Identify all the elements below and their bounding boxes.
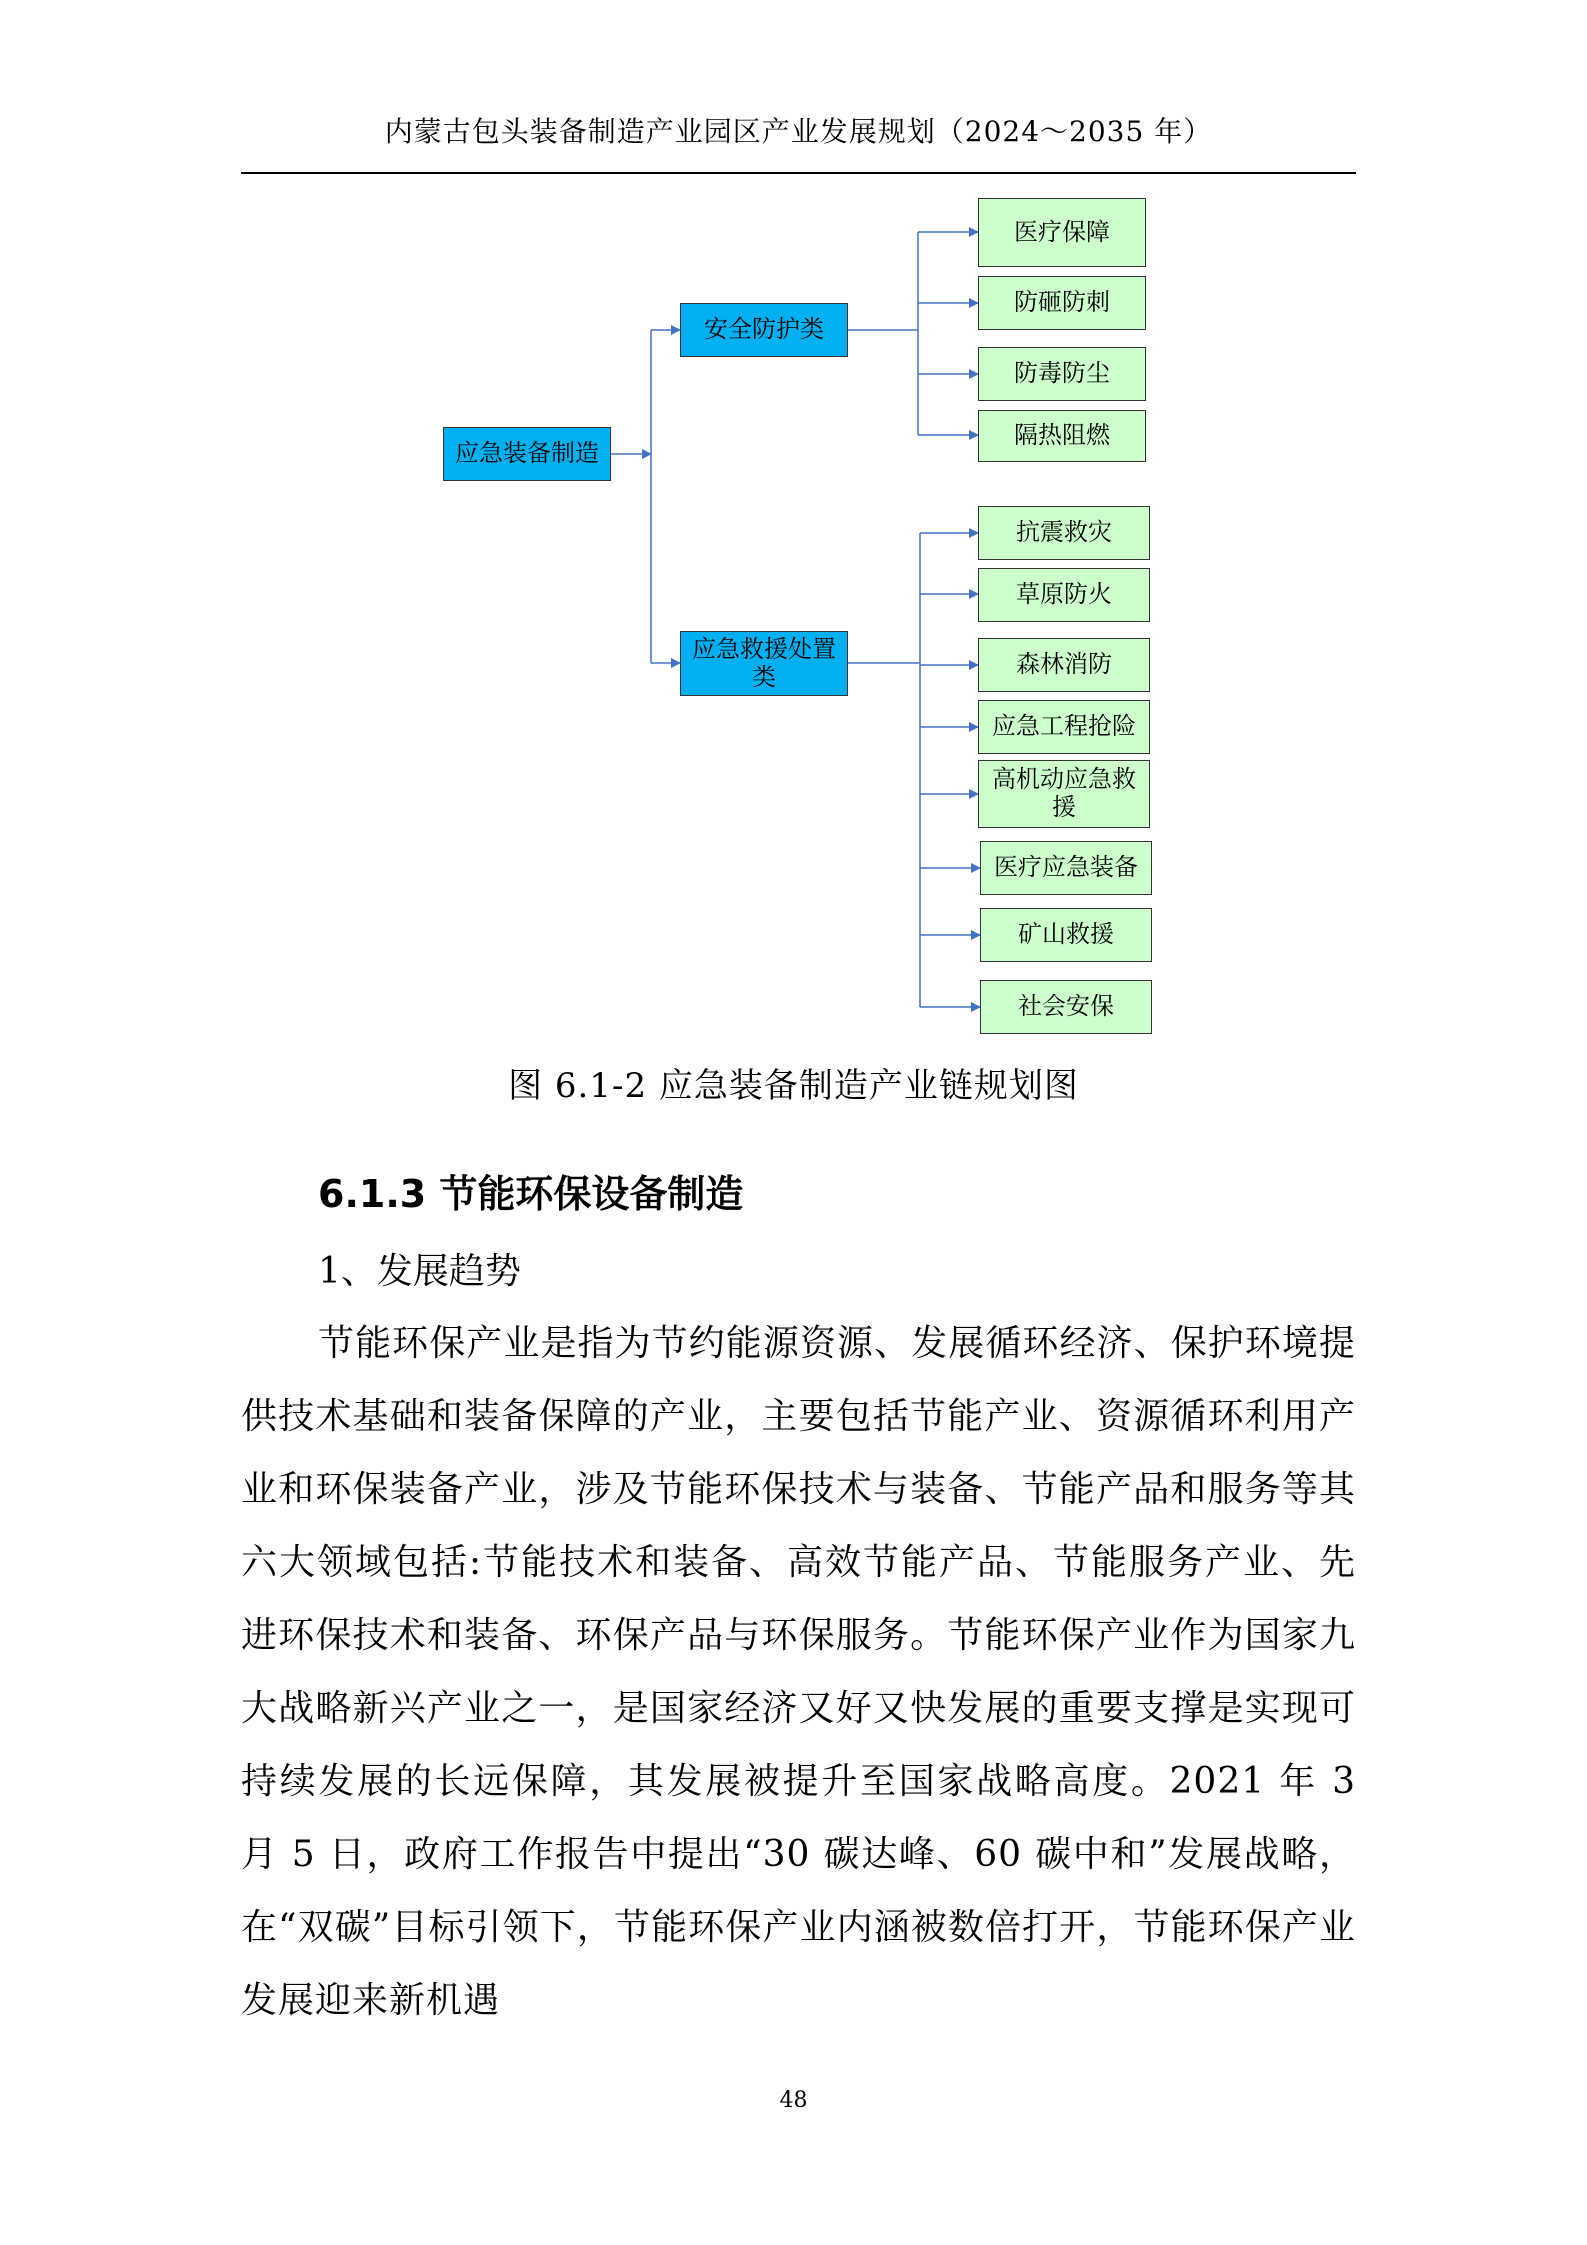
diagram-root-node: 应急装备制造 bbox=[443, 427, 611, 481]
diagram-item: 高机动应急救援 bbox=[978, 760, 1150, 828]
diagram-item: 隔热阻燃 bbox=[978, 410, 1146, 462]
diagram-item: 社会安保 bbox=[980, 980, 1152, 1034]
diagram-item: 抗震救灾 bbox=[978, 506, 1150, 560]
page-header: 内蒙古包头装备制造产业园区产业发展规划（2024～2035 年） bbox=[384, 115, 1213, 148]
section-title: 6.1.3 节能环保设备制造 bbox=[318, 1172, 744, 1216]
diagram-item: 应急工程抢险 bbox=[978, 700, 1150, 754]
page-number: 48 bbox=[779, 2088, 808, 2113]
figure-caption: 图 6.1-2 应急装备制造产业链规划图 bbox=[508, 1066, 1079, 1106]
diagram-item: 医疗应急装备 bbox=[980, 841, 1152, 895]
diagram-item: 森林消防 bbox=[978, 638, 1150, 692]
diagram-branch-safety-protection: 安全防护类 bbox=[680, 303, 848, 357]
body-paragraph: 节能环保产业是指为节约能源资源、发展循环经济、保护环境提供技术基础和装备保障的产业，主要包括节能产业、资源循环利用产业和环保装备产业，涉及节能环保技术与装备、节能产品和服务等其六大领域包括:节能技术和装备、高效节能产品、节能服务产业、先进环保技术和装备、环保产品与环保服务。节能环保产业作为国家九大战略新兴产业之一，是国家经济又好又快发展的重要支撑是实现可持续发展的长远保障，其发展被提升至国家战略高度。2021 年 3 月 5 日，政府工作报告中提出“30 碳达峰、60 碳中和”发展战略，在“双碳”目标引领下，节能环保产业内涵被数倍打开，节能环保产业发展迎来新机遇 bbox=[241, 1323, 1356, 2021]
diagram-item: 防砸防刺 bbox=[978, 276, 1146, 330]
diagram-item: 草原防火 bbox=[978, 568, 1150, 622]
diagram-branch-emergency-rescue: 应急救援处置类 bbox=[680, 631, 848, 696]
subheading: 1、发展趋势 bbox=[318, 1251, 521, 1292]
diagram-item: 矿山救援 bbox=[980, 908, 1152, 962]
supply-chain-diagram-connectors bbox=[0, 0, 1587, 1060]
diagram-item: 防毒防尘 bbox=[978, 347, 1146, 401]
diagram-item: 医疗保障 bbox=[978, 198, 1146, 267]
